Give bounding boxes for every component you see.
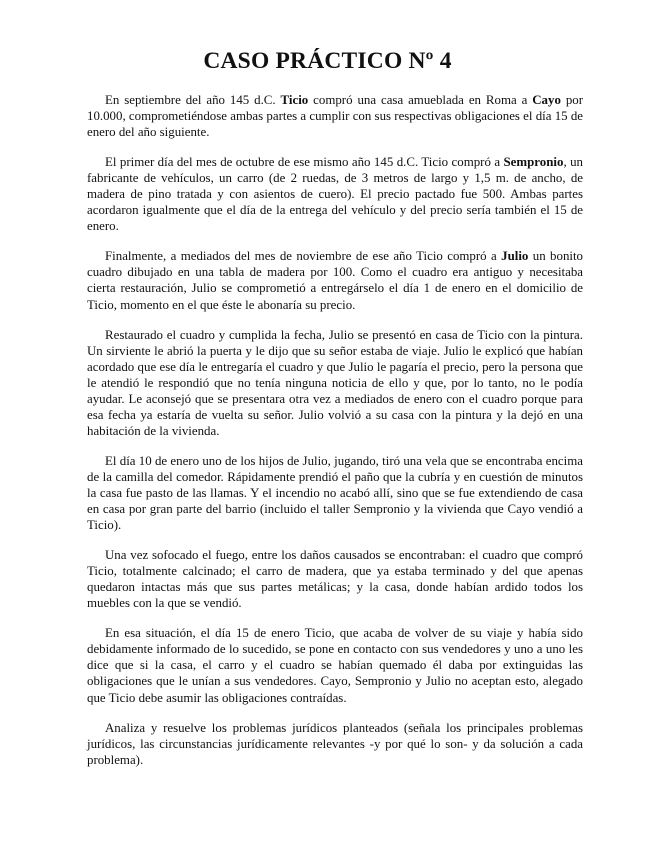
paragraph-text: Una vez sofocado el fuego, entre los daños causados se encontraban: el cuadro que compró Ticio, totalmente calcinado; el carro de madera, que ya estaba terminado y del que apenas quedaron intactas más que sus partes metálicas; y la casa, donde habían ardido todos los muebles con la que se vendió. bbox=[87, 548, 583, 611]
paragraph-text: por 10.000, comprometiéndose ambas partes a cumplir con sus respectivas obligaciones el día 15 de enero del año siguiente. bbox=[87, 93, 584, 140]
party-name: Ticio bbox=[280, 93, 309, 107]
paragraph-text: un bonito cuadro dibujado en una tabla de madera por 100. Como el cuadro era antiguo y necesitaba cierta restauración, Julio se comprometió a entregárselo el día 1 de enero en el domicilio de Ticio, momento en el que éste le abonaría su precio. bbox=[87, 249, 583, 312]
paragraph-text: , un fabricante de vehículos, un carro (de 2 ruedas, de 3 metros de largo y 1,5 m. de ancho, de madera de pino tratada y con asientos de cuero). El precio pactado fue 500. Ambas partes acordaron igualmente que el día de la entrega del vehículo y del precio sería también el 15 de enero. bbox=[87, 155, 583, 234]
paragraph-text: compró una casa amueblada en Roma a bbox=[308, 93, 533, 107]
paragraph bbox=[87, 625, 583, 705]
paragraph-text: En esa situación, el día 15 de enero Ticio, que acaba de volver de su viaje y había sido debidamente informado de lo sucedido, se pone en contacto con sus vendedores y uno a uno les dice que si la casa, el carro y el cuadro se habían quemado él daba por extinguidas las obligaciones que le unían a sus vendedores. Cayo, Sempronio y Julio no aceptan esto, alegado que Ticio debe asumir las obligaciones contraídas. bbox=[87, 626, 583, 705]
document-title: CASO PRÁCTICO Nº 4 bbox=[203, 48, 452, 74]
paragraph-text: El primer día del mes de octubre de ese mismo año 145 d.C. Ticio compró a bbox=[105, 155, 504, 170]
paragraph-text: Analiza y resuelve los problemas jurídicos planteados (señala los principales problemas jurídicos, las circunstancias jurídicamente relevantes -y por qué lo son- y da solución a cada problema). bbox=[87, 720, 583, 767]
paragraph bbox=[87, 248, 583, 312]
party-name: Julio bbox=[501, 249, 529, 264]
paragraph bbox=[87, 720, 583, 768]
party-name: Sempronio bbox=[503, 155, 564, 170]
paragraph bbox=[87, 154, 583, 234]
document-body bbox=[87, 92, 583, 782]
paragraph bbox=[87, 453, 583, 533]
paragraph-text: Restaurado el cuadro y cumplida la fecha, Julio se presentó en casa de Ticio con la pintura. Un sirviente le abrió la puerta y le dijo que su señor estaba de viaje. Julio le explicó que habían acordado que ese día le entregaría el cuadro y que Julio le pagaría el precio, pero la persona que le atendió le respondió que no tenía ninguna noticia de ello y que, por lo tanto, no le podía ayudar. Le aconsejó que se presentara otra vez a mediados de enero con el cuadro porque para esa fecha ya estaría de vuelta su señor. Julio volvió a su casa con la pintura y la dejó en una habitación de la vivienda. bbox=[87, 327, 583, 438]
paragraph-text: El día 10 de enero uno de los hijos de Julio, jugando, tiró una vela que se encontraba encima de la camilla del comedor. Rápidamente prendió el paño que la cubría y en cuestión de minutos la casa fue pasto de las llamas. Y el incendio no acabó allí, sino que se fue extendiendo de casa en casa por gran parte del barrio (incluido el taller Sempronio y la vivienda que Cayo vendió a Ticio). bbox=[87, 453, 583, 533]
paragraph-text: Finalmente, a mediados del mes de noviembre de ese año Ticio compró a bbox=[105, 249, 502, 264]
party-name: Cayo bbox=[532, 93, 561, 107]
paragraph bbox=[87, 92, 583, 140]
paragraph bbox=[87, 547, 583, 611]
paragraph bbox=[87, 327, 583, 439]
paragraph-text: En septiembre del año 145 d.C. bbox=[105, 93, 281, 107]
